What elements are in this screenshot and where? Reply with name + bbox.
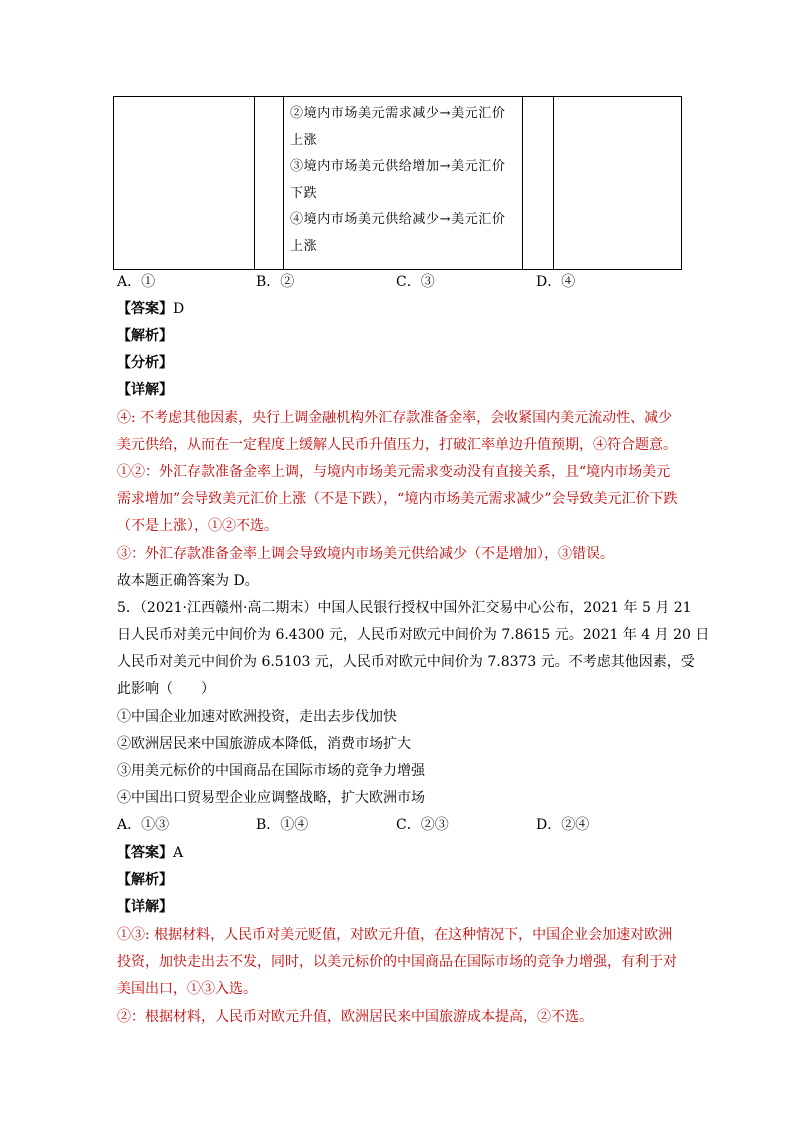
analysis-label: 【解析】: [117, 872, 173, 888]
table-line: ③境内市场美元供给增加→美元汇价: [290, 159, 506, 174]
answer-label: 【答案】: [117, 301, 173, 317]
option-d: D．②④: [536, 817, 590, 833]
answer-value: A: [173, 845, 184, 861]
explain-line: ①③: 根据材料，人民币对美元贬值，对欧元升值，在这种情况下，中国企业会加速对欧洲: [117, 927, 673, 943]
detail-label: 【详解】: [117, 899, 173, 915]
option-a: A．①③: [117, 817, 170, 833]
explain-line: ②：根据材料，人民币对欧元升值，欧洲居民来中国旅游成本提高，②不选。: [117, 1009, 593, 1025]
answer-label: 【答案】: [117, 845, 173, 861]
detail-label: 【详解】: [117, 382, 173, 398]
statement-item: ④中国出口贸易型企业应调整战略，扩大欧洲市场: [117, 790, 425, 806]
table-line: 下跌: [290, 185, 318, 201]
option-b: B．①④: [256, 817, 309, 833]
explain-line: 需求增加”会导致美元汇价上涨（不是下跌），“境内市场美元需求减少”会导致美元汇价下跌: [117, 491, 678, 507]
table-cell-empty: [255, 97, 284, 270]
statement-item: ①中国企业加速对欧洲投资，走出去步伐加快: [117, 709, 397, 725]
table-cell-empty: [114, 97, 255, 270]
question-stem: 此影响（ ）: [117, 681, 215, 697]
question-stem: 5．（2021·江西赣州·高二期末）中国人民银行授权中国外汇交易中心公布，2021 年 5 月 21: [117, 600, 692, 616]
answer-value: D: [173, 301, 185, 317]
explain-line: ①②：外汇存款准备金率上调，与境内市场美元需求变动没有直接关系，且“境内市场美元: [117, 464, 671, 480]
table-cell-empty: [523, 97, 554, 270]
table-line: 上涨: [290, 132, 318, 148]
answer-line: [117, 843, 183, 863]
answer-line: [117, 299, 184, 319]
explain-line: （不是上涨），①②不选。: [117, 518, 278, 534]
statement-item: ③用美元标价的中国商品在国际市场的竞争力增强: [117, 763, 425, 779]
table-cell-empty: [554, 97, 682, 270]
explain-line: 美元供给，从而在一定程度上缓解人民币升值压力，打破汇率单边升值预期，④符合题意。: [117, 437, 677, 453]
fenxi-label: 【分析】: [117, 355, 173, 371]
option-d: D．④: [536, 274, 576, 290]
options-table: [113, 96, 682, 270]
table-line: ④境内市场美元供给减少→美元汇价: [290, 212, 506, 227]
question-stem: 人民币对美元中间价为 6.5103 元，人民币对欧元中间价为 7.8373 元。不考虑其他因素，受: [117, 654, 695, 670]
conclusion: 故本题正确答案为 D。: [117, 573, 259, 589]
table-line: ②境内市场美元需求减少→美元汇价: [290, 106, 506, 121]
explain-line: ③：外汇存款准备金率上调会导致境内市场美元供给减少（不是增加），③错误。: [117, 546, 614, 562]
option-b: B．②: [256, 274, 295, 290]
option-c: C．②③: [396, 817, 449, 833]
explain-line: ④: 不考虑其他因素，央行上调金融机构外汇存款准备金率，会收紧国内美元流动性、减少: [117, 410, 673, 426]
explain-line: 投资，加快走出去不发，同时，以美元标价的中国商品在国际市场的竞争力增强，有利于对: [117, 954, 677, 970]
table-cell-content: [284, 97, 523, 270]
question-stem: 日人民币对美元中间价为 6.4300 元，人民币对欧元中间价为 7.8615 元。2021 年 4 月 20 日: [117, 627, 710, 643]
analysis-label: 【解析】: [117, 328, 173, 344]
table-line: 上涨: [290, 238, 318, 254]
explain-line: 美国出口，①③入选。: [117, 981, 257, 997]
statement-item: ②欧洲居民来中国旅游成本降低，消费市场扩大: [117, 736, 411, 752]
option-c: C．③: [396, 274, 435, 290]
option-a: A．①: [117, 274, 156, 290]
